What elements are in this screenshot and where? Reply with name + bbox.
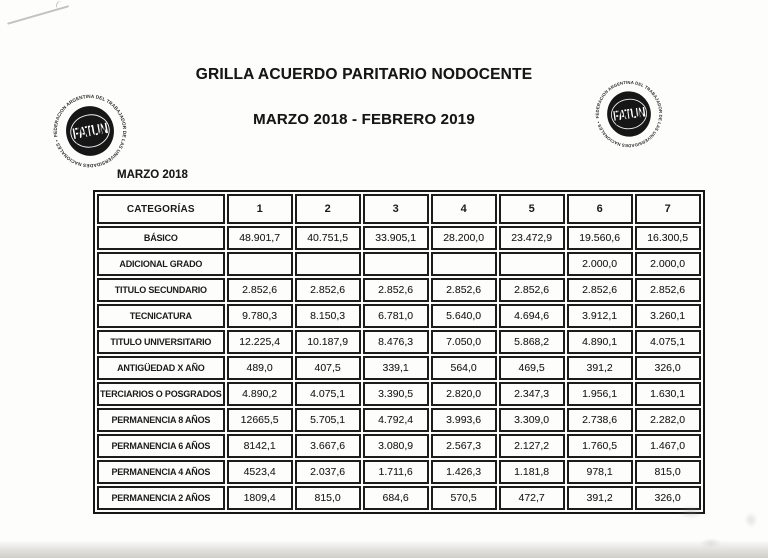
row-label: ADICIONAL GRADO: [97, 252, 225, 276]
table-cell: 8.150,3: [295, 304, 361, 328]
table-cell: [227, 252, 293, 276]
row-label: PERMANENCIA 4 AÑOS: [97, 460, 225, 484]
table-cell: 978,1: [567, 460, 633, 484]
categories-header: CATEGORÍAS: [97, 194, 225, 224]
table-cell: 2.852,6: [567, 278, 633, 302]
row-label: ANTIGÜEDAD X AÑO: [97, 356, 225, 380]
column-header: 1: [227, 194, 293, 224]
table-cell: 5.640,0: [431, 304, 497, 328]
table-cell: 4.075,1: [295, 382, 361, 406]
table-cell: 12665,5: [227, 408, 293, 432]
table-cell: 4523,4: [227, 460, 293, 484]
table-cell: 2.037,6: [295, 460, 361, 484]
scan-smudge: [678, 505, 704, 519]
row-label: PERMANENCIA 6 AÑOS: [97, 434, 225, 458]
table-cell: 4.890,1: [567, 330, 633, 354]
table-cell: 1.467,0: [635, 434, 701, 458]
table-row: [97, 304, 701, 328]
period-label: MARZO 2018: [117, 169, 188, 181]
table-cell: 1.630,1: [635, 382, 701, 406]
column-header: 3: [363, 194, 429, 224]
table-cell: 2.852,6: [499, 278, 565, 302]
row-label: PERMANENCIA 2 AÑOS: [97, 486, 225, 510]
column-header: 6: [567, 194, 633, 224]
table-cell: 469,5: [499, 356, 565, 380]
table-cell: 9.780,3: [227, 304, 293, 328]
table-cell: 3.667,6: [295, 434, 361, 458]
page-title: GRILLA ACUERDO PARITARIO NODOCENTE: [195, 66, 533, 83]
table-cell: 1.956,1: [567, 382, 633, 406]
table-cell: 339,1: [363, 356, 429, 380]
table-cell: 8142,1: [227, 434, 293, 458]
column-header: 4: [431, 194, 497, 224]
table-cell: 10.187,9: [295, 330, 361, 354]
table-cell: 3.912,1: [567, 304, 633, 328]
table-cell: 5.868,2: [499, 330, 565, 354]
table-cell: 684,6: [363, 486, 429, 510]
page-subtitle: MARZO 2018 - FEBRERO 2019: [253, 111, 475, 128]
table-cell: 6.781,0: [363, 304, 429, 328]
row-label: TERCIARIOS O POSGRADOS: [97, 382, 225, 406]
column-header: 7: [635, 194, 701, 224]
table-cell: 8.476,3: [363, 330, 429, 354]
table-cell: 1.426,3: [431, 460, 497, 484]
scan-smudge: [744, 512, 758, 528]
table-cell: 2.820,0: [431, 382, 497, 406]
row-label: BÁSICO: [97, 226, 225, 250]
table-cell: 472,7: [499, 486, 565, 510]
table-cell: [499, 252, 565, 276]
table-cell: 326,0: [635, 356, 701, 380]
table-cell: 1809,4: [227, 486, 293, 510]
row-label: PERMANENCIA 8 AÑOS: [97, 408, 225, 432]
row-label: TECNICATURA: [97, 304, 225, 328]
table-cell: 815,0: [635, 460, 701, 484]
table-row: [97, 382, 701, 406]
table-cell: 2.000,0: [567, 252, 633, 276]
table-cell: 2.852,6: [363, 278, 429, 302]
table-cell: 4.694,6: [499, 304, 565, 328]
table-cell: 23.472,9: [499, 226, 565, 250]
table-cell: 3.080,9: [363, 434, 429, 458]
table-cell: 3.390,5: [363, 382, 429, 406]
scan-edge-shadow: [0, 540, 768, 558]
table-cell: 391,2: [567, 356, 633, 380]
table-cell: 407,5: [295, 356, 361, 380]
table-cell: 815,0: [295, 486, 361, 510]
table-cell: 326,0: [635, 486, 701, 510]
table-cell: [363, 252, 429, 276]
logo-ring-text: FEDERACION ARGENTINA DEL TRABAJADOR DE LAS UNIVERSIDADES NACIONALES •: [52, 93, 128, 169]
table-row: [97, 278, 701, 302]
table-cell: 2.282,0: [635, 408, 701, 432]
table-cell: 3.993,6: [431, 408, 497, 432]
table-row: [97, 434, 701, 458]
table-cell: 5.705,1: [295, 408, 361, 432]
table-cell: 48.901,7: [227, 226, 293, 250]
table-cell: 2.738,6: [567, 408, 633, 432]
table-cell: 570,5: [431, 486, 497, 510]
column-header: 5: [499, 194, 565, 224]
table-cell: 1.760,5: [567, 434, 633, 458]
table-row: [97, 252, 701, 276]
table-cell: 4.075,1: [635, 330, 701, 354]
table-row: [97, 226, 701, 250]
table-cell: 16.300,5: [635, 226, 701, 250]
table-cell: 2.852,6: [295, 278, 361, 302]
table-cell: 3.309,0: [499, 408, 565, 432]
table-row: [97, 408, 701, 432]
table-row: [97, 330, 701, 354]
logo-wordmark: FATUN: [612, 102, 655, 124]
table-cell: 28.200,0: [431, 226, 497, 250]
table-cell: 12.225,4: [227, 330, 293, 354]
table-cell: 7.050,0: [431, 330, 497, 354]
logo-ring-text: FEDERACION ARGENTINA DEL TRABAJADOR DE LAS UNIVERSIDADES NACIONALES •: [594, 79, 664, 149]
table-cell: 33.905,1: [363, 226, 429, 250]
table-cell: 2.852,6: [431, 278, 497, 302]
table-row: [97, 356, 701, 380]
row-label: TITULO SECUNDARIO: [97, 278, 225, 302]
salary-table: [93, 190, 705, 514]
table-cell: 564,0: [431, 356, 497, 380]
column-header: 2: [295, 194, 361, 224]
table-cell: 4.890,2: [227, 382, 293, 406]
table-cell: 1.711,6: [363, 460, 429, 484]
table-cell: [295, 252, 361, 276]
table-cell: 489,0: [227, 356, 293, 380]
table-cell: 2.000,0: [635, 252, 701, 276]
table-row: [97, 460, 701, 484]
table-cell: 1.181,8: [499, 460, 565, 484]
table-cell: 2.852,6: [227, 278, 293, 302]
table-cell: 40.751,5: [295, 226, 361, 250]
table-cell: 2.852,6: [635, 278, 701, 302]
table-cell: [431, 252, 497, 276]
table-cell: 391,2: [567, 486, 633, 510]
table-row: [97, 486, 701, 510]
table-cell: 19.560,6: [567, 226, 633, 250]
row-label: TITULO UNIVERSITARIO: [97, 330, 225, 354]
table-cell: 3.260,1: [635, 304, 701, 328]
header-row: [97, 194, 701, 224]
table-cell: 2.347,3: [499, 382, 565, 406]
table-cell: 4.792,4: [363, 408, 429, 432]
table-cell: 2.127,2: [499, 434, 565, 458]
table-cell: 2.567,3: [431, 434, 497, 458]
